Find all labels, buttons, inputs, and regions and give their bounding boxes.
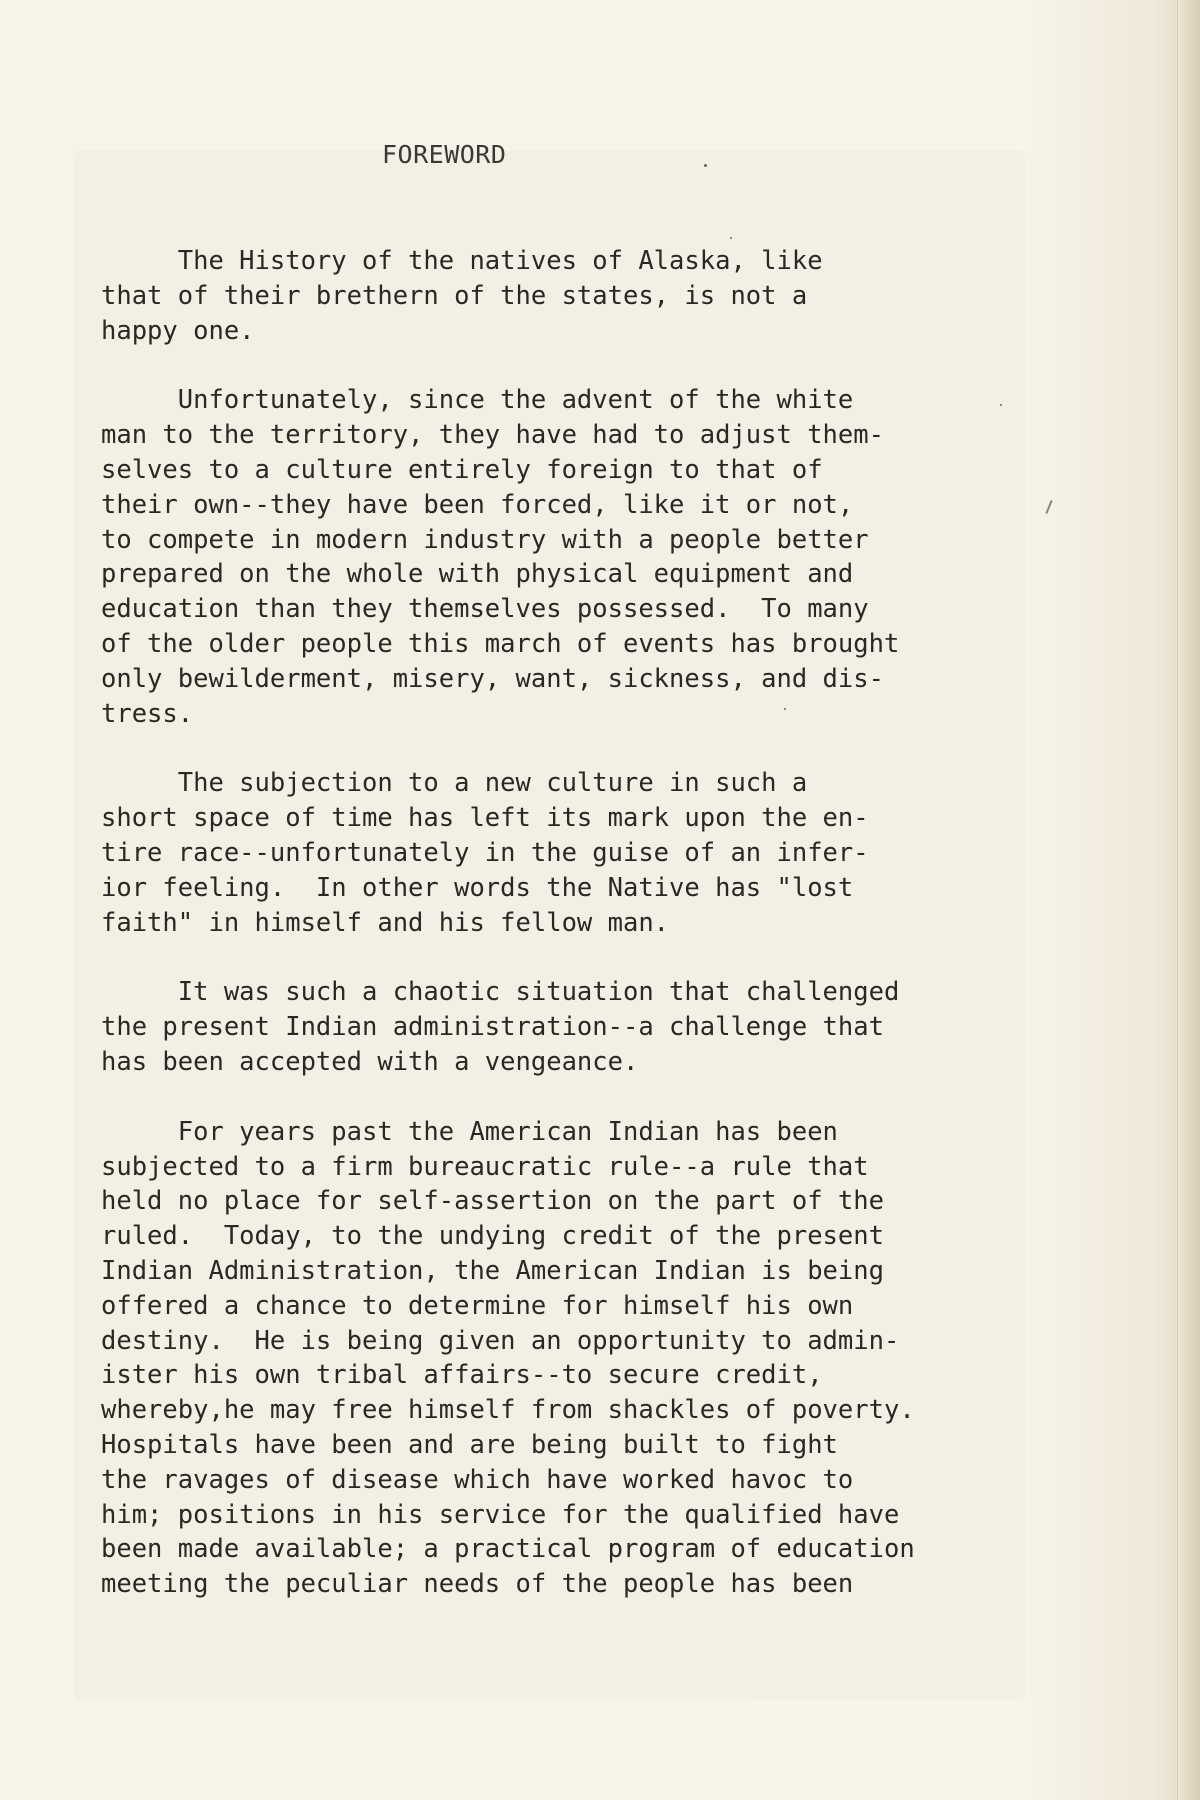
page-edge: [1177, 0, 1200, 1800]
text-line: education than they themselves possessed. To many: [101, 594, 869, 625]
text-line: short space of time has left its mark upon the en-: [101, 803, 869, 834]
paragraph: [101, 244, 1041, 348]
stray-mark: [704, 164, 707, 167]
text-line: prepared on the whole with physical equipment and: [101, 559, 854, 590]
text-line: been made available; a practical program of education: [101, 1534, 915, 1565]
stray-mark: [1045, 500, 1052, 514]
text-line: meeting the peculiar needs of the people has been: [101, 1569, 854, 1600]
text-line: that of their brethern of the states, is not a: [101, 280, 808, 311]
text-line: ister his own tribal affairs--to secure credit,: [101, 1360, 823, 1391]
text-line: him; positions in his service for the qualified have: [101, 1499, 900, 1530]
text-line: tress.: [101, 698, 194, 729]
text-line: offered a chance to determine for himself his own: [101, 1290, 854, 1321]
text-line: Unfortunately, since the advent of the white: [101, 385, 854, 416]
text-line: tire race--unfortunately in the guise of an infer-: [101, 837, 869, 868]
text-line: has been accepted with a vengeance.: [101, 1046, 639, 1077]
text-line: only bewilderment, misery, want, sickness, and dis-: [101, 663, 884, 694]
text-line: subjected to a firm bureaucratic rule--a rule that: [101, 1151, 869, 1182]
text-line: ruled. Today, to the undying credit of the present: [101, 1221, 884, 1252]
text-line: ior feeling. In other words the Native has "lost: [101, 872, 854, 903]
text-line: It was such a chaotic situation that challenged: [101, 977, 900, 1008]
text-line: the present Indian administration--a challenge that: [101, 1012, 884, 1043]
text-line: man to the territory, they have had to adjust them-: [101, 420, 884, 451]
paragraph: [101, 975, 1041, 1079]
text-line: faith" in himself and his fellow man.: [101, 907, 670, 938]
text-line: Indian Administration, the American Indian is being: [101, 1255, 884, 1286]
text-line: For years past the American Indian has been: [101, 1116, 838, 1147]
text-line: to compete in modern industry with a people better: [101, 524, 869, 555]
text-line: held no place for self-assertion on the part of the: [101, 1186, 884, 1217]
paragraph: [101, 383, 1041, 731]
text-line: The History of the natives of Alaska, like: [101, 246, 823, 276]
text-line: whereby,he may free himself from shackles of poverty.: [101, 1395, 915, 1426]
text-line: the ravages of disease which have worked havoc to: [101, 1464, 854, 1495]
page-title: FOREWORD: [382, 140, 507, 169]
paragraph: [101, 766, 1041, 940]
paragraph: [101, 1115, 1041, 1602]
text-line: their own--they have been forced, like it or not,: [101, 489, 854, 520]
stray-mark: [730, 237, 732, 239]
text-line: of the older people this march of events has brought: [101, 628, 900, 659]
text-line: The subjection to a new culture in such a: [101, 768, 808, 799]
text-line: selves to a culture entirely foreign to that of: [101, 454, 823, 485]
text-line: Hospitals have been and are being built to fight: [101, 1429, 838, 1460]
body-text: [101, 244, 1041, 1637]
text-line: destiny. He is being given an opportunity to admin-: [101, 1325, 900, 1356]
text-line: happy one.: [101, 315, 255, 346]
